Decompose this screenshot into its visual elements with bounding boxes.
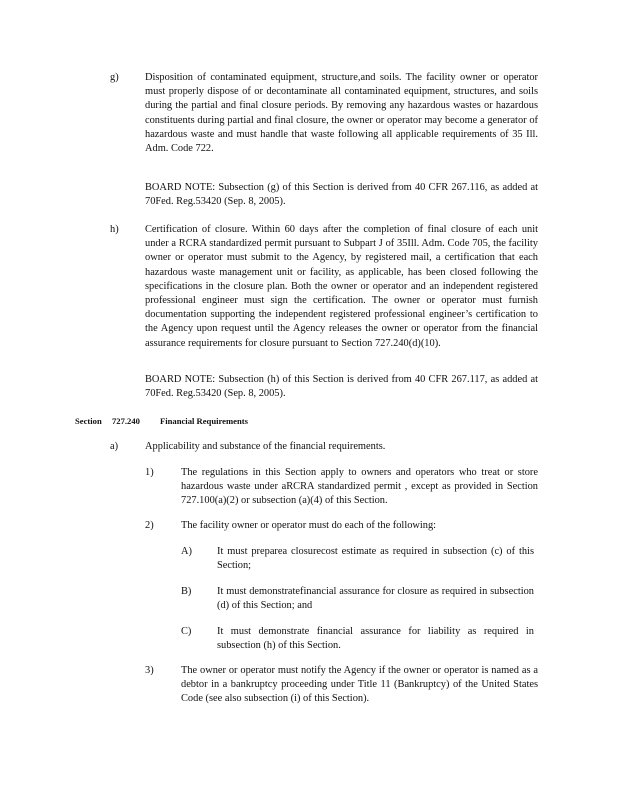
- item-A-text: It must preparea closurecost estimate as required in subsection (c) of this Section;: [217, 546, 534, 572]
- item-h-text: Certification of closure. Within 60 days after the completion of final closure of each unit under a RCRA standardized permit pursuant to Subpart J of 35Ill. Adm. Code 705, the facility owner or operator must submit to the Agency, by registered mail, a certification that each hazardous waste management unit or facility, as applicable, has been closed following the specifications in the closure plan. Both the owner or operator and an independent registered professional engineer must sign the certification. The owner or operator must furnish documentation supporting the independent registered professional engineer’s certification to the Agency upon request until the Agency releases the owner or operator from the financial assurance requirements for closure pursuant to Section 727.240(d)(10).: [145, 224, 538, 349]
- item-h-label: h): [110, 224, 119, 235]
- section-word: Section: [75, 416, 102, 426]
- subsection-a-text: Applicability and substance of the financial requirements.: [145, 441, 386, 452]
- item-1-label: 1): [145, 467, 154, 478]
- item-1-text: The regulations in this Section apply to owners and operators who treat or store hazardous waste under aRCRA standardized permit , except as provided in Section 727.100(a)(2) or subsection (a)(4) of this Section.: [181, 467, 538, 507]
- item-g-label: g): [110, 72, 119, 83]
- item-2-label: 2): [145, 520, 154, 531]
- item-2-text: The facility owner or operator must do each of the following:: [181, 520, 437, 531]
- item-g-text: Disposition of contaminated equipment, structure,and soils. The facility owner or operator must properly dispose of or decontaminate all contaminated equipment, structures, and soils during the partial and final closure periods. By removing any hazardous wastes or hazardous constituents during partial and final closure, the owner or operator may become a generator of hazardous waste and must handle that waste following all applicable requirements of 35 Ill. Adm. Code 722.: [145, 72, 538, 155]
- item-A-label: A): [181, 546, 192, 557]
- section-number: 727.240: [112, 416, 140, 426]
- item-3-label: 3): [145, 665, 154, 676]
- item-B-label: B): [181, 586, 192, 597]
- item-C-label: C): [181, 626, 192, 637]
- item-h-board-note: BOARD NOTE: Subsection (h) of this Section is derived from 40 CFR 267.117, as added at 70Fed. Reg.53420 (Sep. 8, 2005).: [145, 374, 538, 400]
- item-3-text: The owner or operator must notify the Agency if the owner or operator is named as a debtor in a bankruptcy proceeding under Title 11 (Bankruptcy) of the United States Code (see also subsection (i) of this Section).: [181, 665, 538, 705]
- section-title: Financial Requirements: [160, 416, 248, 426]
- item-g-board-note: BOARD NOTE: Subsection (g) of this Section is derived from 40 CFR 267.116, as added at 70Fed. Reg.53420 (Sep. 8, 2005).: [145, 182, 538, 208]
- subsection-a-label: a): [110, 441, 119, 452]
- item-C-text: It must demonstrate financial assurance for liability as required in subsection (h) of this Section.: [217, 626, 534, 652]
- item-B-text: It must demonstratefinancial assurance for closure as required in subsection (d) of this Section; and: [217, 586, 534, 612]
